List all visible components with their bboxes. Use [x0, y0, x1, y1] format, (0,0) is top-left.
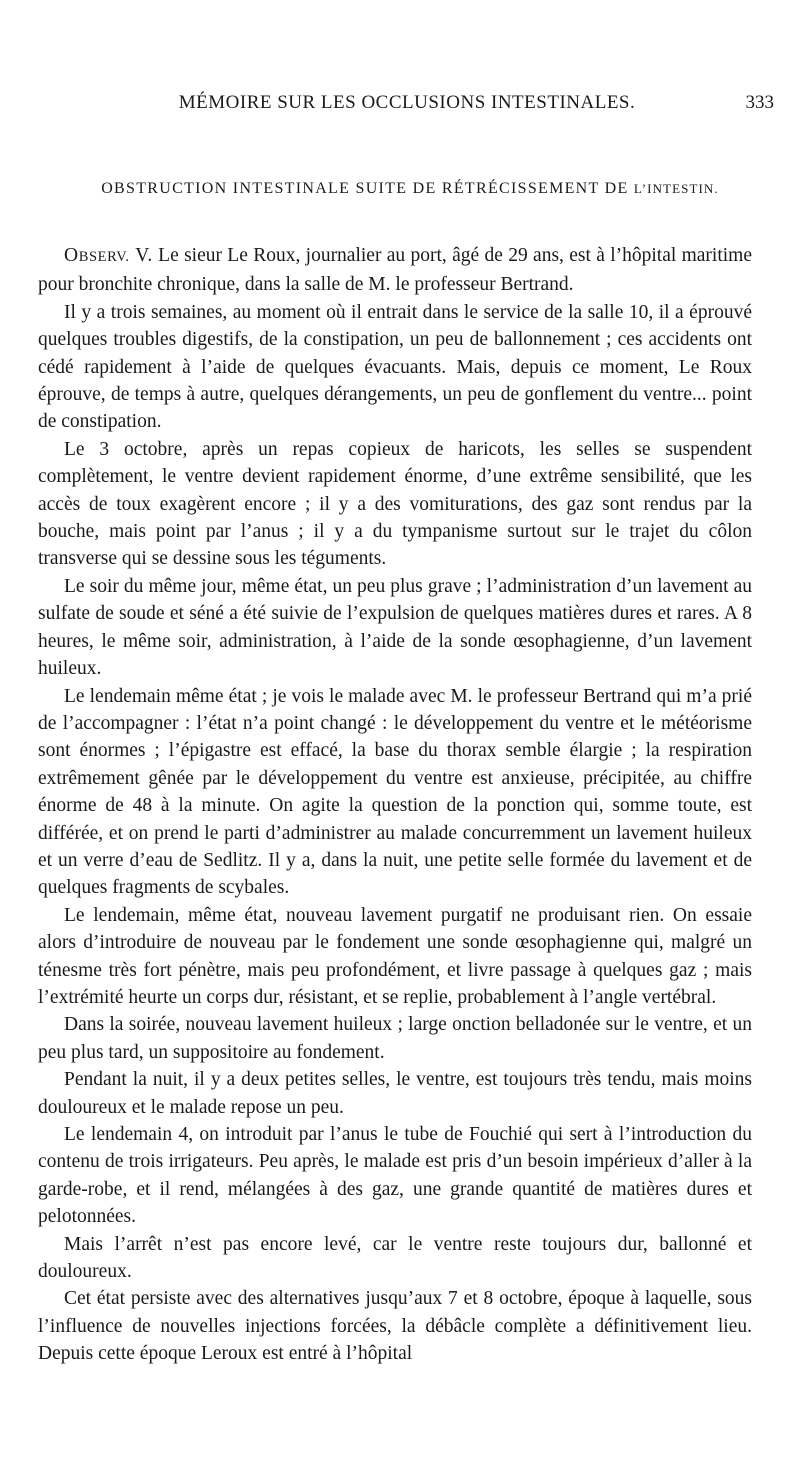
running-head [40, 88, 774, 118]
section-title-main: OBSTRUCTION INTESTINALE SUITE DE RÉTRÉCISSEMENT DE [101, 180, 634, 197]
paragraph-4: Le soir du même jour, même état, un peu plus grave ; l’administration d’un lavement au sulfate de soude et séné a été suivie de l’expulsion de quelques matières dures et rares. A 8 heures, le même soir, administration, à l’aide de la sonde œsophagienne, d’un lavement huileux. [38, 575, 752, 680]
paragraph-8: Pendant la nuit, il y a deux petites selles, le ventre, est toujours très tendu, mais moins douloureux et le malade repose un peu. [38, 1069, 752, 1118]
observation-label-rest: BSERV. [78, 249, 130, 265]
running-title: MÉMOIRE SUR LES OCCLUSIONS INTESTINALES. [178, 92, 636, 113]
paragraph-7: Dans la soirée, nouveau lavement huileux ; large onction belladonée sur le ventre, et un peu plus tard, un suppositoire au fondement. [38, 1014, 752, 1063]
observation-number: V. [135, 245, 153, 266]
body-text [38, 242, 752, 1368]
section-title [40, 176, 780, 202]
paragraph-text: Le sieur Le Roux, journalier au port, âgé de 29 ans, est à l’hôpital maritime pour bronchite chronique, dans la salle de M. le professeur Bertrand. [38, 245, 752, 296]
paragraph-6: Le lendemain, même état, nouveau lavement purgatif ne produisant rien. On essaie alors d’introduire de nouveau par le fondement une sonde œsophagienne qui, malgré un ténesme très fort pénètre, mais peu profondément, et livre passage à quelques gaz ; mais l’extrémité heurte un corps dur, résistant, et se replie, probablement à l’angle vertébral. [38, 904, 752, 1008]
paragraph-5: Le lendemain même état ; je vois le malade avec M. le professeur Bertrand qui m’a prié de l’accompagner : l’état n’a point changé : le développement du ventre et le météorisme sont énormes ; l’épigastre est effacé, la base du thorax semble élargie ; la respiration extrêmement gênée par le développement du ventre est anxieuse, précipitée, au chiffre énorme de 48 à la minute. On agite la question de la ponction qui, somme toute, est différée, et on prend le parti d’administrer au malade concurremment un lavement huileux et un verre d’eau de Sedlitz. Il y a, dans la nuit, une petite selle formée du lavement et de quelques fragments de scybales. [38, 685, 752, 899]
paragraph-1 [38, 242, 752, 299]
observation-label-initial: O [64, 245, 79, 266]
section-title-end: L’INTESTIN. [633, 181, 719, 196]
paragraph-10: Mais l’arrêt n’est pas encore levé, car le ventre reste toujours dur, ballonné et douloureux. [38, 1233, 752, 1283]
observation-label [64, 245, 153, 266]
paragraph-3: Le 3 octobre, après un repas copieux de haricots, les selles se suspendent complètement, le ventre devient rapidement énorme, d’une extrême sensibilité, que les accès de toux exagèrent encore ; il y a des vomiturations, des gaz sont rendus par la bouche, mais point par l’anus ; il y a du tympanisme surtout sur le trajet du côlon transverse qui se dessine sous les téguments. [38, 438, 752, 570]
paragraph-9: Le lendemain 4, on introduit par l’anus le tube de Fouchié qui sert à l’introduction du contenu de trois irrigateurs. Peu après, le malade est pris d’un besoin impérieux d’aller à la garde-robe, et il rend, mélangées à des gaz, une grande quantité de matières dures et pelotonnées. [38, 1124, 752, 1228]
page-number: 333 [745, 92, 774, 113]
paragraph-2: Il y a trois semaines, au moment où il entrait dans le service de la salle 10, il a éprouvé quelques troubles digestifs, de la constipation, un peu de ballonnement ; ces accidents ont cédé rapidement à l’aide de quelques évacuants. Mais, depuis ce moment, Le Roux éprouve, de temps à autre, quelques dérangements, un peu de gonflement du ventre... point de constipation. [38, 301, 752, 433]
paragraph-11: Cet état persiste avec des alternatives jusqu’aux 7 et 8 octobre, époque à laquelle, sous l’influence de nouvelles injections forcées, la débâcle complète a définitivement lieu. Depuis cette époque Leroux est entré à l’hôpital [38, 1288, 752, 1365]
